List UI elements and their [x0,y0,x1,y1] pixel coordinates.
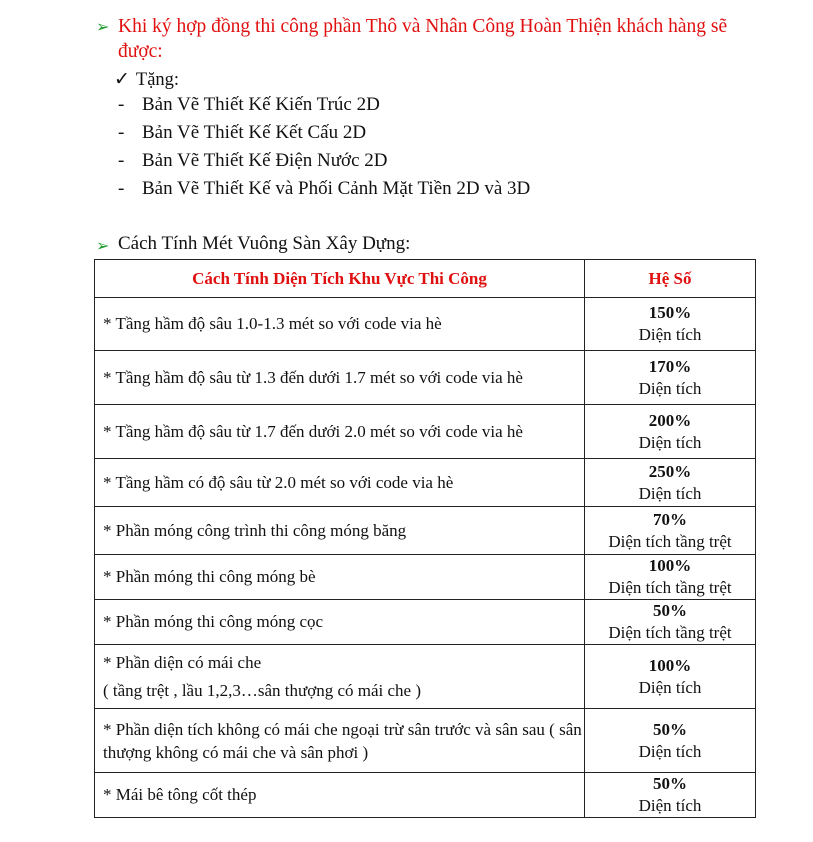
table-row [95,773,756,818]
row-coef [585,507,756,555]
row-desc [95,645,585,709]
list-item-text: Bản Vẽ Thiết Kế Kết Cấu 2D [142,122,367,143]
row-coef [585,351,756,405]
coef-label: Diện tích [638,741,702,761]
row-desc: * Tầng hầm có độ sâu từ 2.0 mét so với code via hè [95,459,585,507]
coef-percent: 150% [648,303,692,322]
row-desc: * Phần móng thi công móng bè [95,555,585,600]
row-desc: * Tầng hầm độ sâu 1.0-1.3 mét so với code via hè [95,298,585,351]
list-item-text: Bản Vẽ Thiết Kế Kiến Trúc 2D [142,94,380,115]
list-item: - Bản Vẽ Thiết Kế và Phối Cảnh Mặt Tiền 2D và 3D [118,178,531,199]
section-title-area-calc: Cách Tính Mét Vuông Sàn Xây Dựng: [118,233,411,254]
table-row [95,645,756,709]
coef-percent: 70% [653,509,687,529]
area-coefficient-table [94,259,756,818]
coef-label: Diện tích tầng trệt [608,531,732,551]
table-row [95,600,756,645]
list-item: - Bản Vẽ Thiết Kế Kết Cấu 2D [118,122,367,143]
coef-percent: 250% [648,461,692,481]
coef-percent: 200% [648,410,692,430]
coef-label: Diện tích [638,677,702,697]
row-desc: * Mái bê tông cốt thép [95,773,585,818]
table-row [95,351,756,405]
coef-percent: 50% [653,774,687,793]
row-desc: * Phần diện tích không có mái che ngoại trừ sân trước và sân sau ( sân thượng không có mái che và sân phơi ) [95,709,585,773]
table-row [95,459,756,507]
header-area: Cách Tính Diện Tích Khu Vực Thi Công [95,260,585,298]
row-desc-note: ( tầng trệt , lầu 1,2,3…sân thượng có mái che ) [103,680,421,700]
row-desc-main: * Phần diện có mái che [103,652,262,672]
row-coef [585,600,756,645]
row-coef [585,405,756,459]
arrow-bullet-icon: ➢ [96,238,110,255]
coef-label: Diện tích [638,378,702,398]
row-coef [585,459,756,507]
list-item-text: Bản Vẽ Thiết Kế Điện Nước 2D [142,150,388,171]
coef-label: Diện tích [638,483,702,503]
row-coef [585,555,756,600]
list-item: - Bản Vẽ Thiết Kế Điện Nước 2D [118,150,388,171]
arrow-bullet-icon: ➢ [96,19,110,36]
row-desc: * Tầng hầm độ sâu từ 1.7 đến dưới 2.0 mét so với code via hè [95,405,585,459]
table-header-row [95,260,756,298]
table-row [95,555,756,600]
row-coef [585,645,756,709]
coef-percent: 50% [653,601,687,620]
coef-percent: 100% [648,655,692,675]
table-row [95,298,756,351]
row-desc: * Phần móng thi công móng cọc [95,600,585,645]
section-title-contract-benefits: Khi ký hợp đồng thi công phần Thô và Nhân Công Hoàn Thiện khách hàng sẽ được: [118,16,728,62]
row-desc: * Tầng hầm độ sâu từ 1.3 đến dưới 1.7 mét so với code via hè [95,351,585,405]
row-coef [585,773,756,818]
list-item: - Bản Vẽ Thiết Kế Kiến Trúc 2D [118,94,380,115]
table-row [95,405,756,459]
coef-label: Diện tích tầng trệt [608,623,732,642]
table-row [95,709,756,773]
header-coef: Hệ Số [585,260,756,298]
coef-label: Diện tích [638,325,702,344]
coef-label: Diện tích tầng trệt [608,578,732,597]
checkmark-icon: ✓ [114,69,130,90]
row-desc: * Phần móng công trình thi công móng băng [95,507,585,555]
gift-line [114,68,179,91]
coef-label: Diện tích [638,796,702,815]
gift-label: Tặng: [135,70,180,90]
row-coef [585,709,756,773]
row-coef [585,298,756,351]
table-row [95,507,756,555]
coef-percent: 50% [653,719,687,739]
coef-percent: 100% [648,556,692,575]
coef-percent: 170% [648,356,692,376]
coef-label: Diện tích [638,432,702,452]
list-item-text: Bản Vẽ Thiết Kế và Phối Cảnh Mặt Tiền 2D và 3D [142,178,531,199]
